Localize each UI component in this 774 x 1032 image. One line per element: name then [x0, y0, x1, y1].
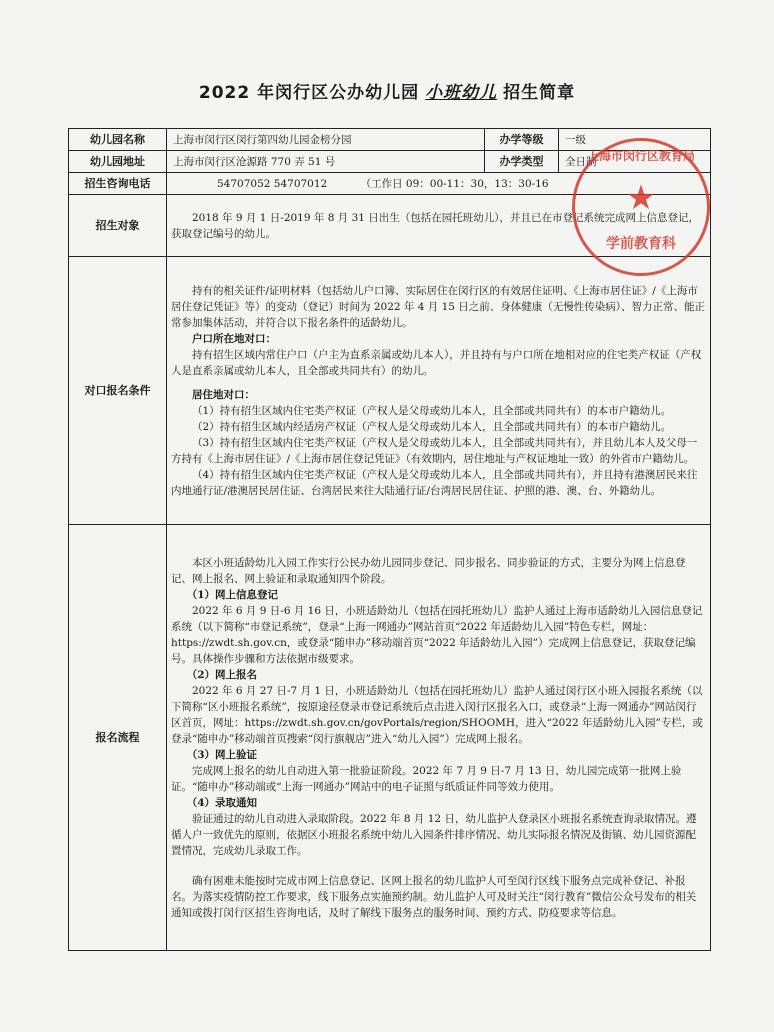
conditions-label: 对口报名条件	[69, 257, 167, 525]
phone-hours: （工作日 09：00-11：30，13：30-16	[360, 177, 549, 190]
step-3-head: （3）网上验证	[186, 748, 258, 761]
conditions-cell	[167, 257, 711, 525]
process-cell	[167, 525, 711, 951]
stamp-ring-text: 上海市闵行区教育局	[586, 149, 695, 163]
residence-item-3: （3）持有招生区域内住宅类产权证（产权人是父母或幼儿本人，且全部或共同共有），并且幼儿本人及父母一方持有《上海市居住证》/《上海市居住登记凭证》（有效期内，居住地址与产权证地址一致）的外省市户籍幼儿。	[171, 436, 698, 465]
title-kind: 小班幼儿	[425, 83, 498, 103]
target-text: 2018 年 9 月 1 日-2019 年 8 月 31 日出生（包括在园托班幼儿），并且已在市登记系统完成网上信息登记，获取登记编号的幼儿。	[171, 211, 700, 240]
step-2-text: 2022 年 6 月 27 日-7 月 1 日，小班适龄幼儿（包括在园托班幼儿）监护人通过闵行区小班入园报名系统（以下简称“区小班报名系统”，按原途径登录市登记系统后点击进入闵行区报名入口，或登录“上海一网通办”网站闵行区首页，网址：https://zwdt.sh.gov.cn/govPortals/region/SHOOMH，进入“2022 年适龄幼儿入园”专栏，或登录“随申办”移动端首页搜索“闵行旗舰店”进入“幼儿入园”）完成网上报名。	[171, 684, 703, 745]
page-title	[0, 78, 774, 103]
name-label: 幼儿园名称	[69, 129, 167, 151]
level-value: 一级	[559, 129, 711, 151]
process-note: 确有困难未能按时完成市网上信息登记、区网上报名的幼儿监护人可至闵行区线下服务点完成补登记、补报名。为落实疫情防控工作要求，线下服务点实施预约制。幼儿监护人可及时关注“闵行教育”微信公众号发布的相关通知或拨打闵行区招生咨询电话，及时了解线下服务点的服务时间、预约方式、防疫要求等信息。	[171, 874, 697, 919]
phone-value: 54707052 54707012	[217, 177, 328, 190]
official-stamp	[572, 138, 710, 276]
row-process	[69, 525, 711, 951]
type-value: 全日制	[559, 151, 711, 173]
residence-item-1: （1）持有招生区域内住宅类产权证（产权人是父母或幼儿本人，且全部或共同共有）的本市户籍幼儿。	[192, 404, 672, 417]
residence-item-2: （2）持有招生区域内经适房产权证（产权人是父母或幼儿本人，且全部或共同共有）的本市户籍幼儿。	[192, 420, 672, 433]
step-3-text: 完成网上报名的幼儿自动进入第一批验证阶段。2022 年 7 月 9 日-7 月 13 日，幼儿园完成第一批网上验证。“随申办”移动端或“上海一网通办”网站中的电子证照与纸质证件同等效力使用。	[171, 764, 682, 793]
star-icon: ★	[625, 178, 657, 218]
phone-label: 招生咨询电话	[69, 173, 167, 195]
address-value: 上海市闵行区沧源路 770 弄 51 号	[167, 151, 485, 173]
step-4-head: （4）录取通知	[186, 796, 258, 809]
title-suffix: 招生简章	[503, 83, 576, 103]
level-label: 办学等级	[485, 129, 559, 151]
title-prefix: 2022 年闵行区公办幼儿园	[198, 83, 420, 103]
residence-item-4: （4）持有招生区域内住宅类产权证（产权人是父母或幼儿本人，且全部或共同共有），并且持有港澳居民来往内地通行证/港澳居民居住证、台湾居民来往大陆通行证/台湾居民居住证、护照的港、澳、台、外籍幼儿。	[171, 468, 698, 497]
type-label: 办学类型	[485, 151, 559, 173]
hukou-text: 持有招生区域内常住户口（户主为直系亲属或幼儿本人），并且持有与户口所在地相对应的住宅类产权证（产权人是直系亲属或幼儿本人，且全部或共同共有）的幼儿。	[171, 348, 702, 377]
step-1-text: 2022 年 6 月 9 日-6 月 16 日，小班适龄幼儿（包括在园托班幼儿）监护人通过上海市适龄幼儿入园信息登记系统（以下简称“市登记系统”，登录“上海一网通办”网站首页“2022 年适龄幼儿入园”特色专栏，网址：https://zwdt.sh.gov.cn，或登录“随申办”移动端首页“2022 年适龄幼儿入园”）完成网上信息登记，获取登记编号。具体操作步骤和方法依据市级要求。	[171, 604, 703, 665]
process-intro: 本区小班适龄幼儿入园工作实行公民办幼儿园同步登记、同步报名、同步验证的方式，主要分为网上信息登记、网上报名、网上验证和录取通知四个阶段。	[171, 556, 686, 585]
address-label: 幼儿园地址	[69, 151, 167, 173]
process-label: 报名流程	[69, 525, 167, 951]
row-conditions	[69, 257, 711, 525]
step-1-head: （1）网上信息登记	[186, 588, 279, 601]
stamp-dept-text: 学前教育科	[606, 236, 676, 252]
conditions-intro: 持有的相关证件/证明材料（包括幼儿户口簿、实际居住在闵行区的有效居住证明、《上海市居住证》/《上海市居住登记凭证》等）的变动（登记）时间为 2022 年 4 月 15 日之前、身体健康（无慢性传染病）、智力正常、能正常参加集体活动，并符合以下报名条件的适龄幼儿。	[171, 284, 706, 329]
residence-heading: 居住地对口：	[192, 388, 255, 401]
step-2-head: （2）网上报名	[186, 668, 258, 681]
hukou-heading: 户口所在地对口：	[192, 332, 276, 345]
target-label: 招生对象	[69, 195, 167, 257]
name-value: 上海市闵行区闵行第四幼儿园金榜分园	[167, 129, 485, 151]
step-4-text: 验证通过的幼儿自动进入录取阶段。2022 年 8 月 12 日，幼儿监护人登录区小班报名系统查询录取情况。遵循人户一致优先的原则，依据区小班报名系统中幼儿入园条件排序情况、幼儿实际报名情况及街镇、幼儿园资源配置情况，完成幼儿录取工作。	[171, 812, 697, 857]
